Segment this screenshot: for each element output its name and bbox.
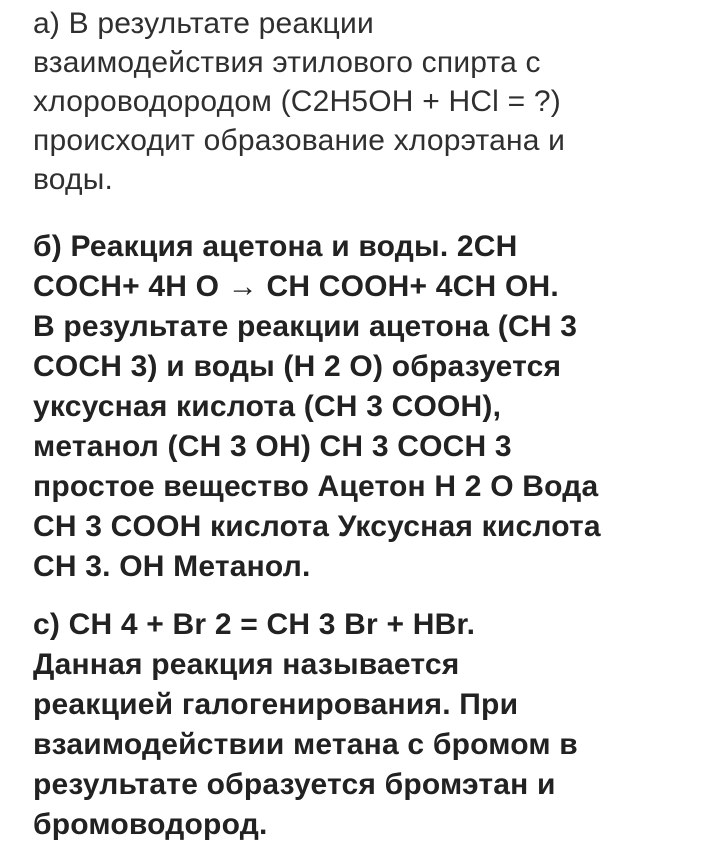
text-line: с) CH 4 + Br 2 = CH 3 Br + HBr. bbox=[33, 608, 476, 641]
answer-part-c bbox=[33, 605, 578, 845]
text-line: реакцией галогенирования. При bbox=[33, 688, 519, 721]
text-line: уксусная кислота (CH 3 COOH), bbox=[33, 390, 502, 423]
text-line: результате образуется бромэтан и bbox=[33, 768, 556, 801]
text-line: Данная реакция называется bbox=[33, 648, 460, 681]
text-line: хлороводородом (C2H5OH + HCl = ?) bbox=[33, 85, 561, 118]
text-line: взаимодействии метана с бромом в bbox=[33, 728, 578, 761]
text-line: COCH+ 4H O → CH COOH+ 4CH OH. bbox=[33, 270, 559, 303]
text-line: COCH 3) и воды (H 2 O) образуется bbox=[33, 350, 562, 383]
text-line: а) В результате реакции bbox=[33, 7, 374, 40]
text-line: CH 3 COOH кислота Уксусная кислота bbox=[33, 510, 601, 543]
text-line: б) Реакция ацетона и воды. 2CH bbox=[33, 230, 518, 263]
answer-part-b bbox=[33, 227, 601, 587]
answer-part-a bbox=[33, 4, 565, 199]
text-line: метанол (CH 3 OH) CH 3 COCH 3 bbox=[33, 430, 512, 463]
text-line: взаимодействия этилового спирта с bbox=[33, 46, 541, 79]
text-line: В результате реакции ацетона (CH 3 bbox=[33, 310, 578, 343]
text-line: происходит образование хлорэтана и bbox=[33, 124, 566, 157]
text-line: бромоводород. bbox=[33, 808, 268, 841]
text-line: простое вещество Ацетон H 2 O Вода bbox=[33, 470, 599, 503]
text-line: воды. bbox=[33, 163, 114, 196]
text-line: CH 3. OH Метанол. bbox=[33, 550, 311, 583]
